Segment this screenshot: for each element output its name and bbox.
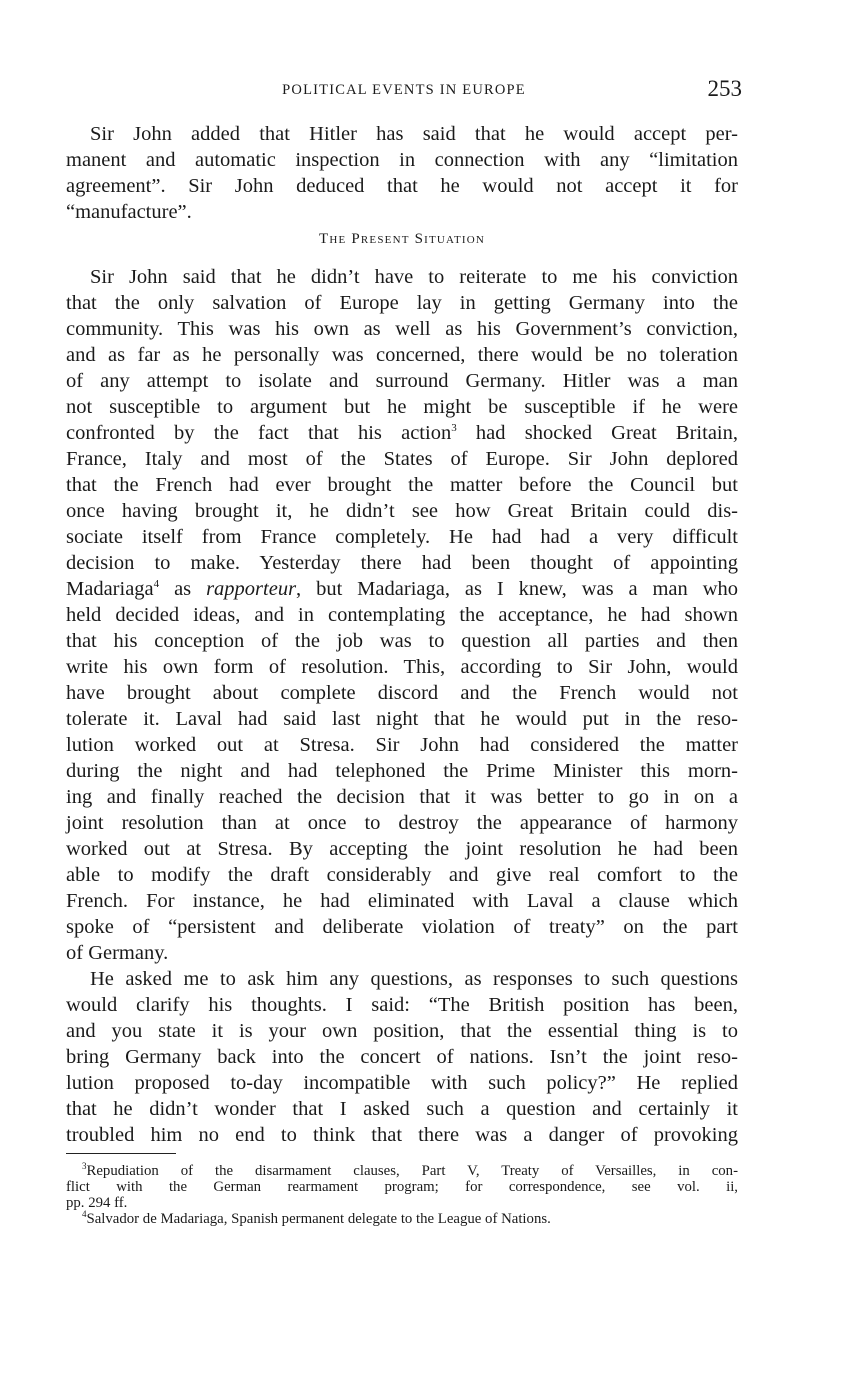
text-fragment: as [159,578,207,600]
text-line: tolerate it. Laval had said last night that he would put in the reso- [66,708,738,730]
text-line: and as far as he personally was concerned, there would be no toleration [66,344,738,366]
text-line: that his conception of the job was to question all parties and then [66,630,738,652]
body-text [66,264,738,1148]
paragraph-continuation [66,121,738,225]
text-line: joint resolution than at once to destroy the appearance of harmony [66,812,738,834]
footnotes [66,1163,738,1227]
footnote-3-line: flict with the German rearmament program; for correspondence, see vol. ii, [66,1179,738,1195]
running-title: POLITICAL EVENTS IN EUROPE [282,82,526,98]
text-line: manent and automatic inspection in connection with any “limitation [66,149,738,171]
footnote-reference-3: 3 [451,422,457,435]
text-line: lution worked out at Stresa. Sir John had considered the matter [66,734,738,756]
section-heading: The Present Situation [318,231,486,247]
text-line: troubled him no end to think that there was a danger of provoking [66,1124,738,1146]
text-line: decision to make. Yesterday there had been thought of appointing [66,552,738,574]
footnote-4-line [66,1211,738,1227]
footnote-text: Repudiation of the disarmament clauses, Part V, Treaty of Versailles, in con- [86,1163,738,1179]
text-line: worked out at Stresa. By accepting the joint resolution he had been [66,838,738,860]
footnote-marker-4: 4 [82,1209,87,1220]
text-fragment: had shocked Great Britain, [456,422,738,444]
footnote-3-line [66,1163,738,1179]
text-line: have brought about complete discord and the French would not [66,682,738,704]
footnote-3-line: pp. 294 ff. [66,1195,128,1211]
footnote-text: Salvador de Madariaga, Spanish permanent delegate to the League of Nations. [86,1211,551,1227]
text-line [66,420,738,446]
text-line: of Germany. [66,942,169,964]
text-line: held decided ideas, and in contemplating the acceptance, he had shown [66,604,738,626]
text-line: during the night and had telephoned the Prime Minister this morn- [66,760,738,782]
text-line: able to modify the draft considerably and give real comfort to the [66,864,738,886]
text-line: not susceptible to argument but he might be susceptible if he were [66,396,738,418]
text-line: Sir John added that Hitler has said that he would accept per- [90,123,738,145]
text-line: “manufacture”. [66,201,192,223]
text-line: would clarify his thoughts. I said: “The British position has been, [66,994,738,1016]
text-line: Sir John said that he didn’t have to reiterate to me his conviction [90,266,738,288]
text-line: community. This was his own as well as his Government’s conviction, [66,318,738,340]
text-line: of any attempt to isolate and surround Germany. Hitler was a man [66,370,738,392]
text-line: ing and finally reached the decision that it was better to go in on a [66,786,738,808]
footnote-rule [66,1153,176,1154]
text-line: French. For instance, he had eliminated with Laval a clause which [66,890,738,912]
text-line: and you state it is your own position, that the essential thing is to [66,1020,738,1042]
text-line: He asked me to ask him any questions, as responses to such questions [90,968,738,990]
text-line: lution proposed to-day incompatible with such policy?” He replied [66,1072,738,1094]
footnote-reference-4: 4 [153,578,160,591]
text-line: bring Germany back into the concert of nations. Isn’t the joint reso- [66,1046,738,1068]
text-fragment: , but Madariaga, as I knew, was a man who [296,578,738,600]
text-line: sociate itself from France completely. He had had a very difficult [66,526,738,548]
text-fragment: confronted by the fact that his action [66,422,452,444]
text-line: that he didn’t wonder that I asked such a question and certainly it [66,1098,738,1120]
text-line: once having brought it, he didn’t see how Great Britain could dis- [66,500,738,522]
text-line: that the French had ever brought the matter before the Council but [66,474,738,496]
text-line: write his own form of resolution. This, according to Sir John, would [66,656,738,678]
footnote-marker-3: 3 [82,1161,87,1172]
text-line: that the only salvation of Europe lay in getting Germany into the [66,292,738,314]
text-line: spoke of “persistent and deliberate violation of treaty” on the part [66,916,738,938]
text-fragment: Madariaga [66,578,154,600]
page-number: 253 [707,76,742,101]
text-line: France, Italy and most of the States of Europe. Sir John deplored [66,448,738,470]
text-line: agreement”. Sir John deduced that he would not accept it for [66,175,738,197]
running-header [66,76,742,106]
text-line [66,576,738,602]
italic-term: rapporteur [206,578,297,600]
